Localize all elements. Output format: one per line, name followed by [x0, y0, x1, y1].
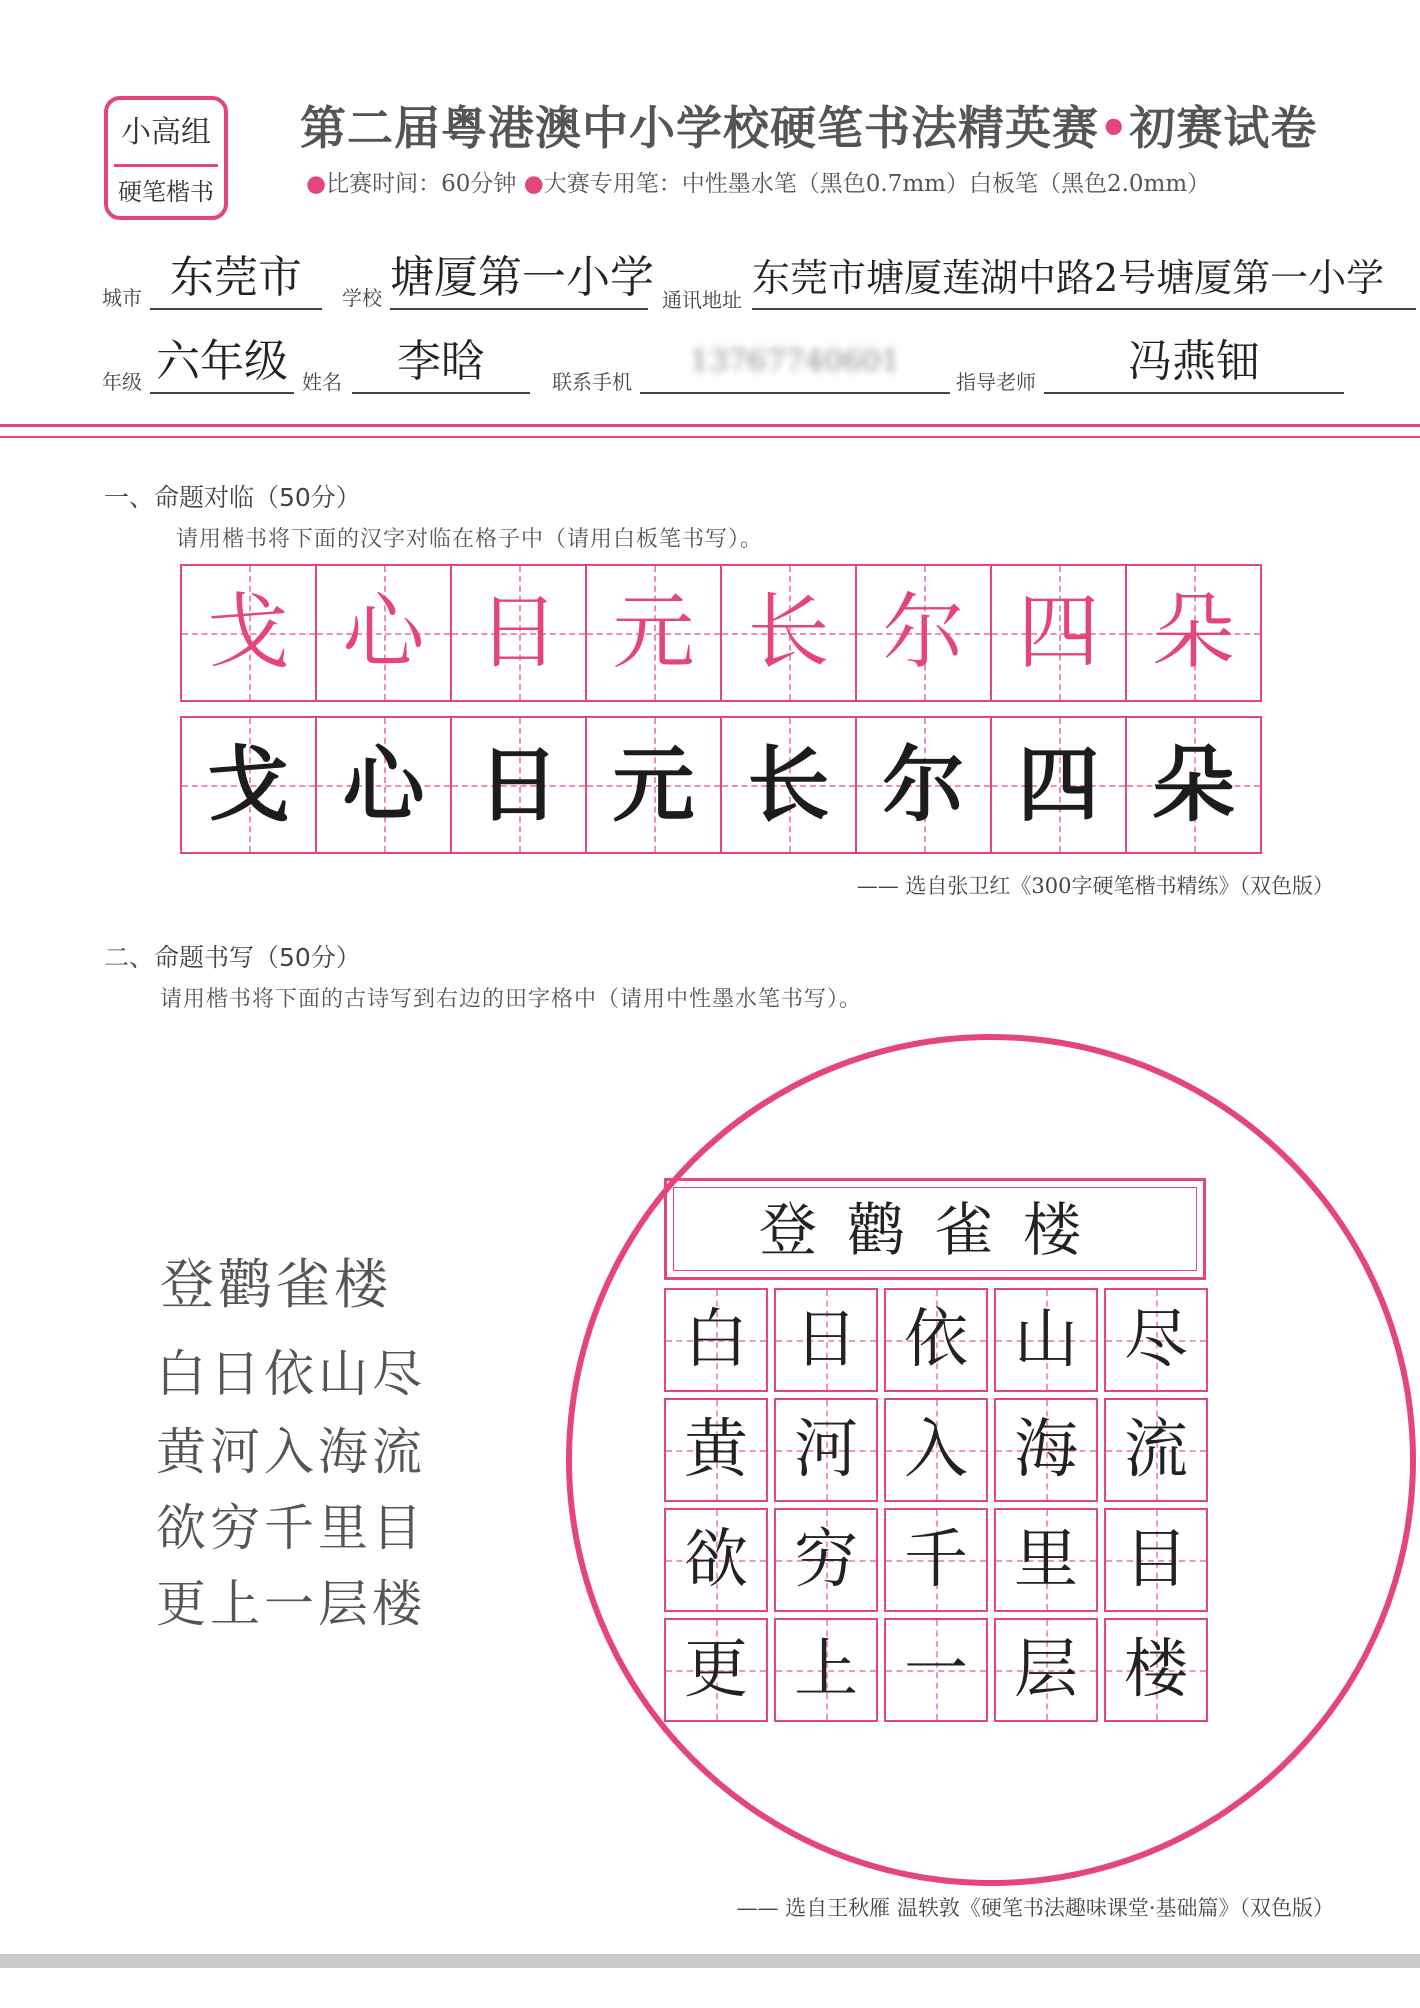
grid-char: 入	[904, 1413, 968, 1487]
grid-char: 楼	[1124, 1633, 1188, 1707]
header-divider-top	[0, 424, 1420, 427]
model-cell	[992, 566, 1127, 700]
grid-cell[interactable]	[774, 1618, 878, 1722]
written-title-box[interactable]	[664, 1178, 1206, 1280]
grid-cell[interactable]	[994, 1618, 1098, 1722]
model-cell	[317, 566, 452, 700]
grid-cell[interactable]	[994, 1288, 1098, 1392]
grid-cell[interactable]	[774, 1288, 878, 1392]
address-field[interactable]: 东莞市塘厦莲湖中路2号塘厦第一小学	[752, 248, 1416, 310]
bullet-icon: ●	[523, 171, 544, 197]
scan-edge-band	[0, 1954, 1420, 1968]
teacher-label: 指导老师	[956, 370, 1036, 394]
grid-char: 流	[1124, 1413, 1188, 1487]
model-cell	[587, 566, 722, 700]
writing-cell[interactable]	[992, 718, 1127, 852]
grid-char: 穷	[794, 1523, 858, 1597]
phone-field[interactable]	[640, 332, 950, 394]
model-char: 长	[747, 585, 830, 680]
grid-cell[interactable]	[1104, 1508, 1208, 1612]
grid-char: 层	[1014, 1633, 1078, 1707]
school-field[interactable]: 塘厦第一小学	[390, 248, 648, 310]
section2-source: —— 选自王秋雁 温轶敦《硬笔书法趣味课堂·基础篇》（双色版）	[736, 1896, 1334, 1920]
name-label: 姓名	[302, 370, 342, 394]
grade-label: 年级	[102, 370, 142, 394]
header-divider-bottom	[0, 436, 1420, 438]
grid-cell[interactable]	[1104, 1618, 1208, 1722]
grid-cell[interactable]	[884, 1398, 988, 1502]
section1-title: 一、命题对临（50分）	[104, 483, 361, 512]
model-char: 四	[1017, 585, 1100, 680]
group-badge	[104, 96, 228, 220]
written-char: 长	[747, 737, 830, 833]
title-main: 第二届粤港澳中小学校硬笔书法精英赛	[300, 101, 1099, 155]
section1-source: —— 选自张卫红《300字硬笔楷书精练》（双色版）	[856, 874, 1334, 898]
model-char: 尔	[882, 585, 965, 680]
grid-cell[interactable]	[884, 1288, 988, 1392]
city-label: 城市	[102, 286, 142, 310]
grid-char: 更	[684, 1633, 748, 1707]
page-title	[300, 92, 1317, 158]
grid-char: 海	[1014, 1413, 1078, 1487]
grade-field[interactable]: 六年级	[150, 332, 294, 394]
grid-char: 欲	[684, 1523, 748, 1597]
school-label: 学校	[342, 286, 382, 310]
writing-cell[interactable]	[317, 718, 452, 852]
writing-cell[interactable]	[452, 718, 587, 852]
written-char: 尔	[882, 737, 965, 833]
writing-cell[interactable]	[857, 718, 992, 852]
time-info: 比赛时间：60分钟	[326, 171, 517, 197]
poem-line: 白日依山尽	[156, 1345, 426, 1403]
written-char: 元	[612, 737, 695, 833]
poem-line: 欲穷千里目	[156, 1499, 426, 1557]
grid-cell[interactable]	[1104, 1288, 1208, 1392]
written-char: 心	[342, 737, 425, 833]
badge-category-label: 硬笔楷书	[118, 178, 214, 206]
badge-group-label: 小高组	[121, 115, 211, 150]
grid-char: 里	[1014, 1523, 1078, 1597]
written-char: 朵	[1152, 737, 1235, 833]
grid-cell[interactable]	[884, 1618, 988, 1722]
bullet-icon: ●	[306, 171, 327, 197]
phone-value-blurred: 13767740601	[690, 344, 900, 379]
grid-cell[interactable]	[1104, 1398, 1208, 1502]
model-char: 心	[342, 585, 425, 680]
pen-info: 大赛专用笔：中性墨水笔（黑色0.7mm）白板笔（黑色2.0mm）	[543, 171, 1211, 197]
grid-char: 山	[1014, 1303, 1078, 1377]
copy-writing-row[interactable]	[180, 716, 1262, 854]
model-cell	[182, 566, 317, 700]
grid-cell[interactable]	[774, 1398, 878, 1502]
grid-cell[interactable]	[994, 1508, 1098, 1612]
grid-cell[interactable]	[664, 1288, 768, 1392]
grid-char: 河	[794, 1413, 858, 1487]
grid-char: 上	[794, 1633, 858, 1707]
grid-cell[interactable]	[664, 1618, 768, 1722]
grid-cell[interactable]	[884, 1508, 988, 1612]
grid-cell[interactable]	[664, 1398, 768, 1502]
title-dot: •	[1099, 101, 1130, 155]
model-cell	[857, 566, 992, 700]
grid-char: 一	[904, 1633, 968, 1707]
grid-char: 日	[794, 1303, 858, 1377]
teacher-field[interactable]: 冯燕钿	[1044, 332, 1344, 394]
poem-title: 登鹳雀楼	[160, 1253, 392, 1316]
section2-desc: 请用楷书将下面的古诗写到右边的田字格中（请用中性墨水笔书写）。	[160, 987, 863, 1012]
model-char: 元	[612, 585, 695, 680]
name-field[interactable]: 李晗	[352, 332, 530, 394]
model-cell	[1127, 566, 1260, 700]
model-char: 日	[477, 585, 560, 680]
poem-line: 黄河入海流	[156, 1423, 426, 1481]
grid-char: 黄	[684, 1413, 748, 1487]
grid-cell[interactable]	[994, 1398, 1098, 1502]
grid-char: 依	[904, 1303, 968, 1377]
poem-line: 更上一层楼	[156, 1575, 426, 1633]
written-char: 日	[477, 737, 560, 833]
model-char: 朵	[1152, 585, 1235, 680]
grid-cell[interactable]	[664, 1508, 768, 1612]
title-tail: 初赛试卷	[1129, 101, 1318, 155]
model-cell	[452, 566, 587, 700]
exam-info	[306, 165, 1210, 198]
grid-char: 目	[1124, 1523, 1188, 1597]
section1-desc: 请用楷书将下面的汉字对临在格子中（请用白板笔书写）。	[176, 527, 764, 552]
address-label: 通讯地址	[662, 288, 742, 312]
written-char: 戈	[207, 737, 290, 833]
grid-cell[interactable]	[774, 1508, 878, 1612]
grid-char: 尽	[1124, 1303, 1188, 1377]
writing-cell[interactable]	[1127, 718, 1260, 852]
written-char: 四	[1017, 737, 1100, 833]
phone-label: 联系手机	[552, 370, 632, 394]
section2-title: 二、命题书写（50分）	[104, 943, 361, 972]
grid-char: 千	[904, 1523, 968, 1597]
writing-cell[interactable]	[587, 718, 722, 852]
badge-divider	[114, 164, 218, 167]
written-title: 登鹳雀楼	[673, 1187, 1197, 1271]
writing-cell[interactable]	[182, 718, 317, 852]
model-cell	[722, 566, 857, 700]
model-char: 戈	[207, 585, 290, 680]
writing-cell[interactable]	[722, 718, 857, 852]
copy-model-row	[180, 564, 1262, 702]
grid-char: 白	[684, 1303, 748, 1377]
city-field[interactable]: 东莞市	[150, 248, 322, 310]
